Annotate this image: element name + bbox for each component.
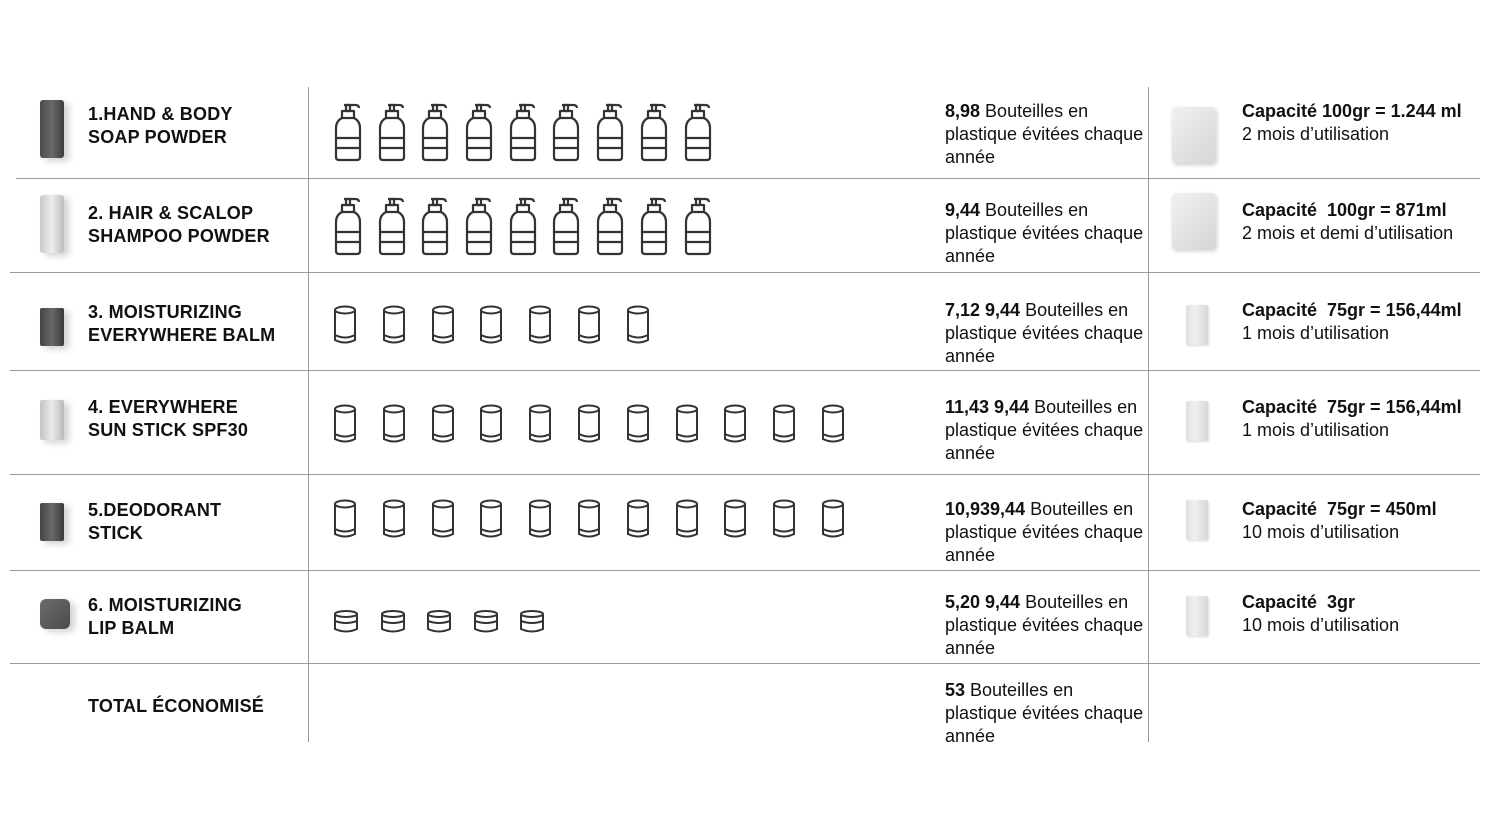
cylinder-tub-icon (675, 404, 699, 449)
saving-text (945, 591, 1145, 660)
capacity-info (1242, 591, 1399, 637)
column-divider-products (308, 87, 309, 742)
capacity-info (1242, 299, 1462, 345)
row-divider (10, 474, 1480, 475)
capacity-info (1242, 396, 1462, 442)
cylinder-tub-icon (528, 499, 552, 544)
pump-bottle-icon (333, 100, 363, 167)
saving-label: Bouteilles en plastique évitées chaque année (945, 499, 1144, 565)
refill-image (1172, 193, 1216, 249)
pump-bottle-icon (508, 194, 538, 261)
small-jar-icon (380, 610, 406, 639)
cylinder-tub-icon (528, 305, 552, 350)
capacity-info (1242, 498, 1437, 544)
usage-duration: 2 mois et demi d’utilisation (1242, 223, 1454, 243)
capacity: Capacité 100gr = 871ml (1242, 200, 1447, 220)
pump-bottle-icon (464, 194, 494, 261)
refill-image (1186, 596, 1208, 636)
total-saving-text: Bouteilles en plastique évitées chaque année (945, 680, 1144, 746)
pump-bottle-icon (639, 194, 669, 261)
product-name: 2. HAIR & SCALOP SHAMPOO POWDER (88, 203, 270, 246)
pump-bottle-icon (420, 100, 450, 167)
cylinder-tub-icon (382, 305, 406, 350)
column-divider-refills (1148, 87, 1149, 742)
saving-text (945, 396, 1145, 465)
product-image (40, 599, 70, 629)
pump-bottle-icon (333, 194, 363, 261)
total-saving-number: 53 (945, 680, 966, 700)
cylinder-tub-icon (431, 499, 455, 544)
pump-bottle-icon (464, 100, 494, 167)
cylinder-tub-icon (382, 404, 406, 449)
saving-label: Bouteilles en plastique évitées chaque année (945, 592, 1144, 658)
bottle-icons (333, 499, 870, 544)
pump-bottle-icon (551, 194, 581, 261)
pump-bottle-icon (639, 100, 669, 167)
cylinder-tub-icon (821, 499, 845, 544)
refill-image (1172, 107, 1216, 163)
saving-text (945, 498, 1145, 567)
bottle-icons (333, 610, 566, 639)
cylinder-tub-icon (333, 404, 357, 449)
saving-number: 5,20 9,44 (945, 592, 1021, 612)
cylinder-tub-icon (577, 499, 601, 544)
total-label: TOTAL ÉCONOMISÉ (88, 696, 265, 716)
pump-bottle-icon (683, 194, 713, 261)
cylinder-tub-icon (626, 305, 650, 350)
total-saving (945, 679, 1145, 748)
product-name: 4. EVERYWHERE SUN STICK SPF30 (88, 397, 249, 440)
cylinder-tub-icon (723, 404, 747, 449)
pump-bottle-icon (683, 100, 713, 167)
usage-duration: 1 mois d’utilisation (1242, 323, 1390, 343)
cylinder-tub-icon (479, 499, 503, 544)
small-jar-icon (426, 610, 452, 639)
product-image (40, 400, 64, 440)
cylinder-tub-icon (626, 499, 650, 544)
capacity: Capacité 75gr = 156,44ml (1242, 300, 1462, 320)
product-name: 6. MOISTURIZING LIP BALM (88, 595, 243, 638)
cylinder-tub-icon (333, 305, 357, 350)
product-image (40, 308, 64, 346)
pump-bottle-icon (420, 194, 450, 261)
row-divider (10, 663, 1480, 664)
product-name: 5.DEODORANT STICK (88, 500, 222, 543)
cylinder-tub-icon (479, 305, 503, 350)
cylinder-tub-icon (626, 404, 650, 449)
saving-number: 11,43 9,44 (945, 397, 1030, 417)
cylinder-tub-icon (577, 404, 601, 449)
cylinder-tub-icon (431, 305, 455, 350)
small-jar-icon (473, 610, 499, 639)
product-image (40, 100, 64, 158)
row-divider (16, 178, 1480, 179)
cylinder-tub-icon (528, 404, 552, 449)
saving-text (945, 199, 1145, 268)
cylinder-tub-icon (772, 404, 796, 449)
cylinder-tub-icon (577, 305, 601, 350)
capacity: Capacité 3gr (1242, 592, 1356, 612)
refill-image (1186, 305, 1208, 345)
cylinder-tub-icon (723, 499, 747, 544)
bottle-icons (333, 194, 726, 261)
usage-duration: 1 mois d’utilisation (1242, 420, 1390, 440)
product-image (40, 195, 64, 253)
bottle-icons (333, 100, 726, 167)
cylinder-tub-icon (333, 499, 357, 544)
capacity: Capacité 75gr = 450ml (1242, 499, 1437, 519)
capacity: Capacité 75gr = 156,44ml (1242, 397, 1462, 417)
saving-number: 9,44 (945, 200, 981, 220)
refill-image (1186, 500, 1208, 540)
small-jar-icon (333, 610, 359, 639)
row-divider (10, 272, 1480, 273)
usage-duration: 10 mois d’utilisation (1242, 615, 1400, 635)
usage-duration: 10 mois d’utilisation (1242, 522, 1400, 542)
pump-bottle-icon (508, 100, 538, 167)
pump-bottle-icon (595, 194, 625, 261)
saving-label: Bouteilles en plastique évitées chaque année (945, 397, 1144, 463)
row-divider (10, 370, 1480, 371)
saving-number: 8,98 (945, 101, 981, 121)
saving-text (945, 299, 1145, 368)
saving-number: 7,12 9,44 (945, 300, 1021, 320)
cylinder-tub-icon (675, 499, 699, 544)
cylinder-tub-icon (431, 404, 455, 449)
usage-duration: 2 mois d’utilisation (1242, 124, 1390, 144)
small-jar-icon (519, 610, 545, 639)
cylinder-tub-icon (821, 404, 845, 449)
saving-label: Bouteilles en plastique évitées chaque année (945, 101, 1144, 167)
cylinder-tub-icon (382, 499, 406, 544)
cylinder-tub-icon (772, 499, 796, 544)
product-image (40, 503, 64, 541)
saving-text (945, 100, 1145, 169)
bottle-icons (333, 404, 870, 449)
capacity-info (1242, 199, 1453, 245)
product-name: 1.HAND & BODY SOAP POWDER (88, 104, 233, 147)
cylinder-tub-icon (479, 404, 503, 449)
saving-number: 10,939,44 (945, 499, 1026, 519)
pump-bottle-icon (551, 100, 581, 167)
refill-image (1186, 401, 1208, 441)
saving-label: Bouteilles en plastique évitées chaque année (945, 200, 1144, 266)
capacity: Capacité 100gr = 1.244 ml (1242, 101, 1462, 121)
product-name: 3. MOISTURIZING EVERYWHERE BALM (88, 302, 276, 345)
saving-label: Bouteilles en plastique évitées chaque année (945, 300, 1144, 366)
pump-bottle-icon (377, 194, 407, 261)
row-divider (10, 570, 1480, 571)
pump-bottle-icon (377, 100, 407, 167)
capacity-info (1242, 100, 1462, 146)
pump-bottle-icon (595, 100, 625, 167)
bottle-icons (333, 305, 675, 350)
